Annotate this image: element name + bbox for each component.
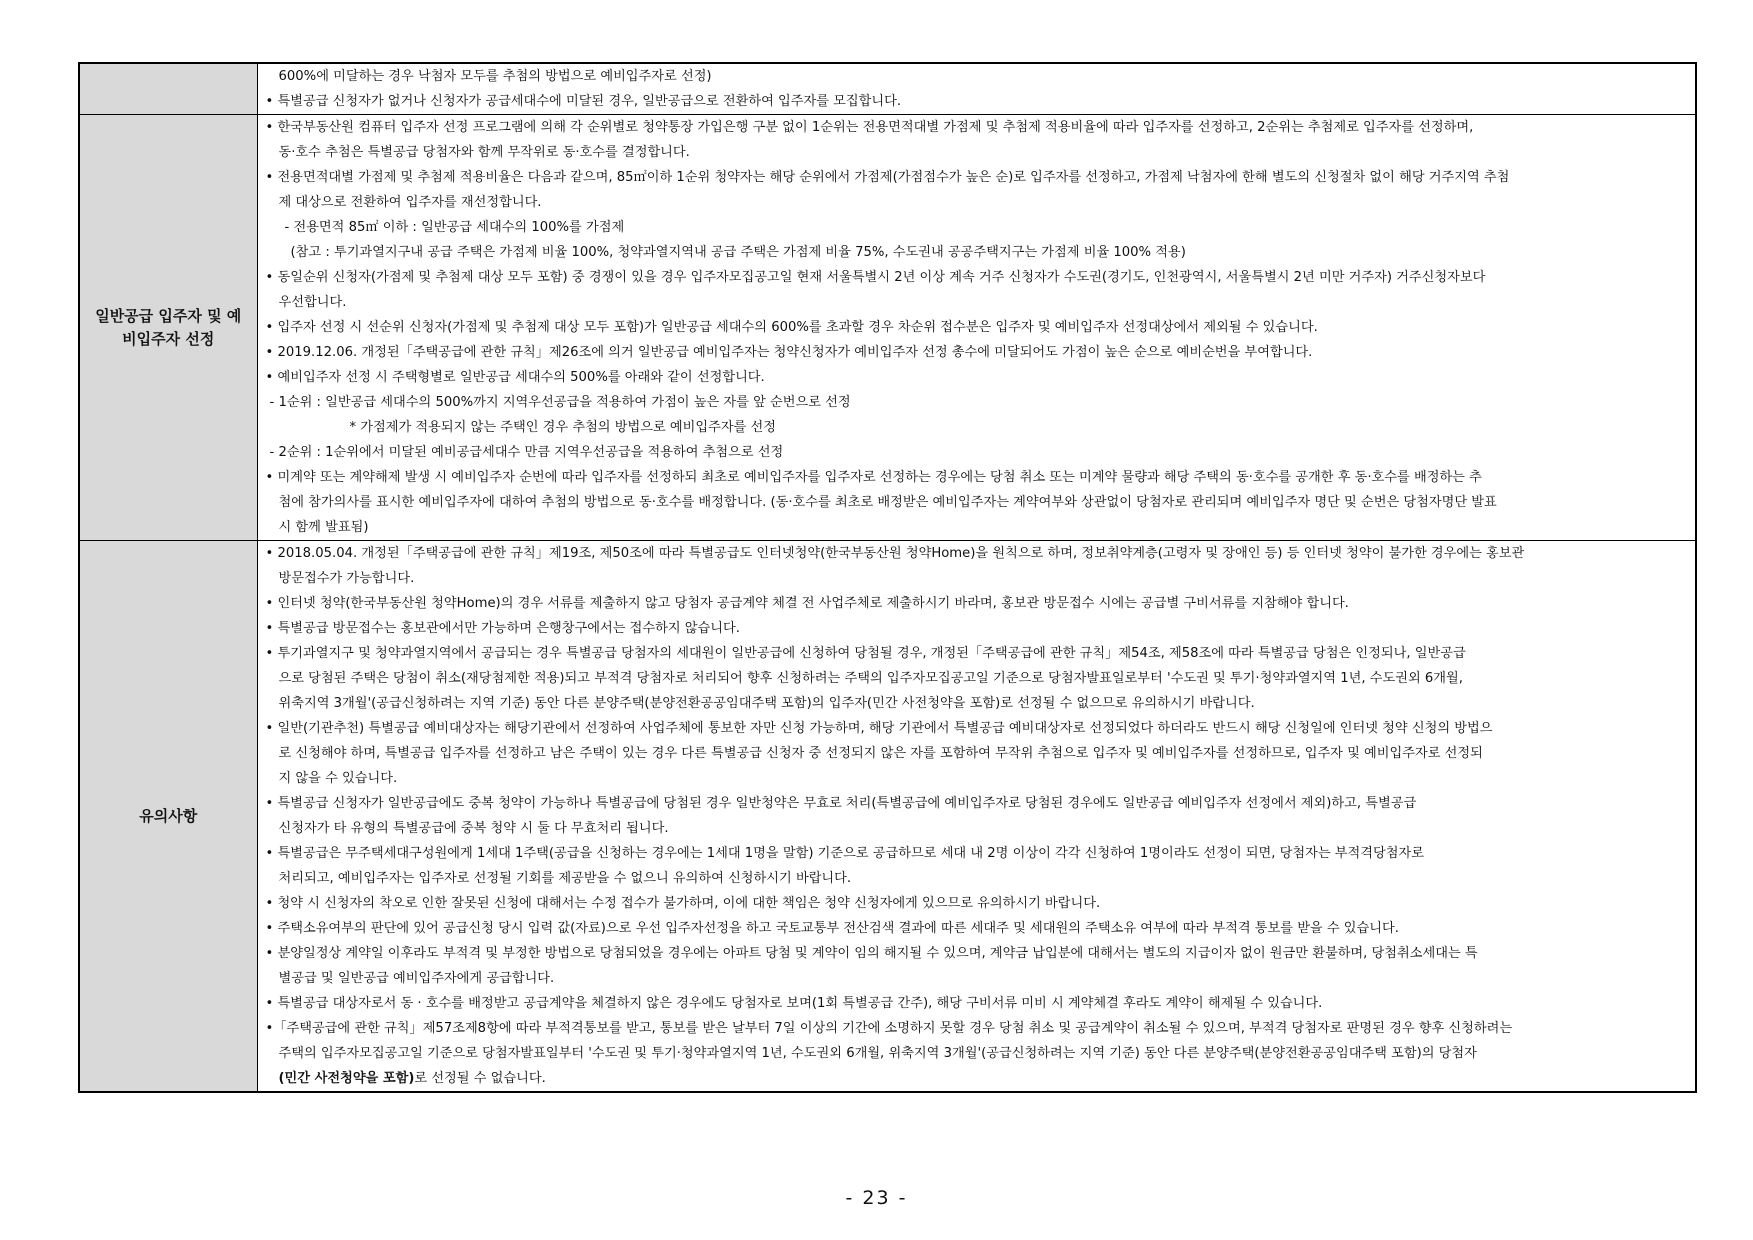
sub-item: - 1순위 : 일반공급 세대수의 500%까지 지역우선공급을 적용하여 가점이 높은 자를 앞 순번으로 선정 <box>269 395 851 410</box>
bullet-item: • 특별공급 방문접수는 홍보관에서만 가능하며 은행창구에서는 접수하지 않습니다. <box>265 621 740 636</box>
text-line: 처리되고, 예비입주자는 입주자로 선정될 기회를 제공받을 수 없으니 유의하여 신청하시기 바랍니다. <box>278 871 852 886</box>
row-content <box>257 63 1696 115</box>
row-content <box>257 541 1696 1093</box>
bullet-item: • 특별공급 대상자로서 동 · 호수를 배정받고 공급계약을 체결하지 않은 경우에도 당첨자로 보며(1회 특별공급 간주), 해당 구비서류 미비 시 계약체결 후라도 계약이 해제될 수 있습니다. <box>265 996 1323 1011</box>
bullet-item: • 한국부동산원 컴퓨터 입주자 선정 프로그램에 의해 각 순위별로 청약통장 가입은행 구분 없이 1순위는 전용면적대별 가점제 및 추첨제 적용비율에 따라 입주자를 선정하고, 2순위는 추첨제로 입주자를 선정하며, <box>265 120 1474 135</box>
bullet-item: • 2018.05.04. 개정된「주택공급에 관한 규칙」제19조, 제50조에 따라 특별공급도 인터넷청약(한국부동산원 청약Home)을 원칙으로 하며, 정보취약계층(고령자 및 장애인 등) 등 인터넷 청약이 불가한 경우에는 홍보관 <box>265 546 1525 561</box>
text-line: 600%에 미달하는 경우 낙첨자 모두를 추첨의 방법으로 예비입주자로 선정) <box>278 69 712 84</box>
text-line: 주택의 입주자모집공고일 기준으로 당첨자발표일부터 '수도권 및 투기·청약과열지역 1년, 수도권외 6개월, 위축지역 3개월'(공급신청하려는 지역 기준) 동안 다른 분양주택(분양전환공공임대주택 포함)의 당첨자 <box>278 1046 1477 1061</box>
bullet-item: • 투기과열지구 및 청약과열지역에서 공급되는 경우 특별공급 당첨자의 세대원이 일반공급에 신청하여 당첨될 경우, 개정된「주택공급에 관한 규칙」제54조, 제58조에 따라 특별공급 당첨은 인정되나, 일반공급 <box>265 646 1466 661</box>
text-line: 신청자가 타 유형의 특별공급에 중복 청약 시 둘 다 무효처리 됩니다. <box>278 821 669 836</box>
text-line: 별공급 및 일반공급 예비입주자에게 공급합니다. <box>278 971 555 986</box>
text-line: 방문접수가 가능합니다. <box>278 571 415 586</box>
note-line: (참고 : 투기과열지구내 공급 주택은 가점제 비율 100%, 청약과열지역내 공급 주택은 가점제 비율 75%, 수도권내 공공주택지구는 가점제 비율 100% 적용) <box>290 245 1186 260</box>
sub-item: - 전용면적 85㎡ 이하 : 일반공급 세대수의 100%를 가점제 <box>284 220 625 235</box>
row-content <box>257 115 1696 541</box>
row-label-notes: 유의사항 <box>79 541 257 1093</box>
bullet-item: • 인터넷 청약(한국부동산원 청약Home)의 경우 서류를 제출하지 않고 당첨자 공급계약 체결 전 사업주체로 제출하시기 바라며, 홍보관 방문접수 시에는 공급별 구비서류를 지참해야 합니다. <box>265 596 1349 611</box>
emphasis-text: (민간 사전청약을 포함) <box>278 1071 415 1086</box>
sub-item: - 2순위 : 1순위에서 미달된 예비공급세대수 만큼 지역우선공급을 적용하여 추첨으로 선정 <box>269 445 784 460</box>
bullet-item: • 주택소유여부의 판단에 있어 공급신청 당시 입력 값(자료)으로 우선 입주자선정을 하고 국토교통부 전산검색 결과에 따른 세대주 및 세대원의 주택소유 여부에 따라 부적격 통보를 받을 수 있습니다. <box>265 921 1399 936</box>
bullet-item: • 예비입주자 선정 시 주택형별로 일반공급 세대수의 500%를 아래와 같이 선정합니다. <box>265 370 765 385</box>
text-line: 으로 당첨된 주택은 당첨이 취소(재당첨제한 적용)되고 부적격 당첨자로 처리되어 향후 신청하려는 주택의 입주자모집공고일 기준으로 당첨자발표일로부터 '수도권 및 투기·청약과열지역 1년, 수도권외 6개월, <box>278 671 1463 686</box>
text-line: 시 함께 발표됨) <box>278 520 369 535</box>
text-line-tail: 로 선정될 수 없습니다. <box>414 1071 546 1086</box>
bullet-item: • 미계약 또는 계약해제 발생 시 예비입주자 순번에 따라 입주자를 선정하되 최초로 예비입주자를 입주자로 선정하는 경우에는 당첨 취소 또는 미계약 물량과 해당 주택의 동·호수를 공개한 후 동·호수를 배정하는 추 <box>265 470 1482 485</box>
bullet-item: • 2019.12.06. 개정된「주택공급에 관한 규칙」제26조에 의거 일반공급 예비입주자는 청약신청자가 예비입주자 선정 총수에 미달되어도 가점이 높은 순으로 예비순번을 부여합니다. <box>265 345 1313 360</box>
bullet-item: • 일반(기관추천) 특별공급 예비대상자는 해당기관에서 선정하여 사업주체에 통보한 자만 신청 가능하며, 해당 기관에서 특별공급 예비대상자로 선정되었다 하더라도 반드시 해당 신청일에 인터넷 청약 신청의 방법으 <box>265 721 1493 736</box>
text-line: 제 대상으로 전환하여 입주자를 재선정합니다. <box>278 195 542 210</box>
bullet-item: • 청약 시 신청자의 착오로 인한 잘못된 신청에 대해서는 수정 접수가 불가하며, 이에 대한 책임은 청약 신청자에게 있으므로 유의하시기 바랍니다. <box>265 896 1101 911</box>
bullet-item: • 전용면적대별 가점제 및 추첨제 적용비율은 다음과 같으며, 85㎡이하 1순위 청약자는 해당 순위에서 가점제(가점점수가 높은 순)로 입주자를 선정하고, 가점제 낙첨자에 한해 별도의 신청절차 없이 해당 거주지역 추첨 <box>265 170 1510 185</box>
text-line: 우선합니다. <box>278 295 347 310</box>
bullet-item: • 특별공급은 무주택세대구성원에게 1세대 1주택(공급을 신청하는 경우에는 1세대 1명을 말함) 기준으로 공급하므로 세대 내 2명 이상이 각각 신청하여 1명이라도 선정이 되면, 당첨자는 부적격당첨자로 <box>265 846 1424 861</box>
bullet-item: •「주택공급에 관한 규칙」제57조제8항에 따라 부적격통보를 받고, 통보를 받은 날부터 7일 이상의 기간에 소명하지 못할 경우 당첨 취소 및 공급계약이 취소될 수 있으며, 부적격 당첨자로 판명된 경우 향후 신청하려는 <box>265 1021 1513 1036</box>
page-number: - 23 - <box>845 1187 908 1209</box>
text-line: 위축지역 3개월'(공급신청하려는 지역 기준) 동안 다른 분양주택(분양전환공공임대주택 포함)의 입주자(민간 사전청약을 포함)로 선정될 수 없으므로 유의하시기 바랍니다. <box>278 696 1255 711</box>
bullet-item: • 입주자 선정 시 선순위 신청자(가점제 및 추첨제 대상 모두 포함)가 일반공급 세대수의 600%를 초과할 경우 차순위 접수분은 입주자 및 예비입주자 선정대상에서 제외될 수 있습니다. <box>265 320 1318 335</box>
table-row <box>79 541 1696 1093</box>
notice-table <box>78 62 1697 1093</box>
text-line <box>266 1066 1672 1091</box>
table-row <box>79 115 1696 541</box>
bullet-item: • 분양일정상 계약일 이후라도 부적격 및 부정한 방법으로 당첨되었을 경우에는 아파트 당첨 및 계약이 임의 해지될 수 있으며, 계약금 납입분에 대해서는 별도의 지급이자 없이 원금만 환불하며, 당첨취소세대는 특 <box>265 946 1478 961</box>
bullet-item: • 동일순위 신청자(가점제 및 추첨제 대상 모두 포함) 중 경쟁이 있을 경우 입주자모집공고일 현재 서울특별시 2년 이상 계속 거주 신청자가 수도권(경기도, 인천광역시, 서울특별시 2년 미만 거주자) 거주신청자보다 <box>265 270 1486 285</box>
text-line: 로 신청해야 하며, 특별공급 입주자를 선정하고 남은 주택이 있는 경우 다른 특별공급 신청자 중 선정되지 않은 자를 포함하여 무작위 추첨으로 입주자 및 예비입주자를 선정하므로, 입주자 및 예비입주자로 선정되 <box>278 746 1483 761</box>
text-line: 지 않을 수 있습니다. <box>278 771 398 786</box>
text-line: 동·호수 추첨은 특별공급 당첨자와 함께 무작위로 동·호수를 결정합니다. <box>278 145 690 160</box>
note-line: * 가점제가 적용되지 않는 주택인 경우 추첨의 방법으로 예비입주자를 선정 <box>349 420 776 435</box>
table-row <box>79 63 1696 115</box>
bullet-item: • 특별공급 신청자가 없거나 신청자가 공급세대수에 미달된 경우, 일반공급으로 전환하여 입주자를 모집합니다. <box>265 94 902 109</box>
bullet-item: • 특별공급 신청자가 일반공급에도 중복 청약이 가능하나 특별공급에 당첨된 경우 일반청약은 무효로 처리(특별공급에 예비입주자로 당첨된 경우에도 일반공급 예비입주자 선정에서 제외)하고, 특별공급 <box>265 796 1417 811</box>
row-label-general-supply: 일반공급 입주자 및 예비입주자 선정 <box>79 115 257 541</box>
row-label-empty <box>79 63 257 115</box>
text-line: 첨에 참가의사를 표시한 예비입주자에 대하여 추첨의 방법으로 동·호수를 배정합니다. (동·호수를 최초로 배정받은 예비입주자는 계약여부와 상관없이 당첨자로 관리되며 예비입주자 명단 및 순번은 당첨자명단 발표 <box>278 495 1497 510</box>
